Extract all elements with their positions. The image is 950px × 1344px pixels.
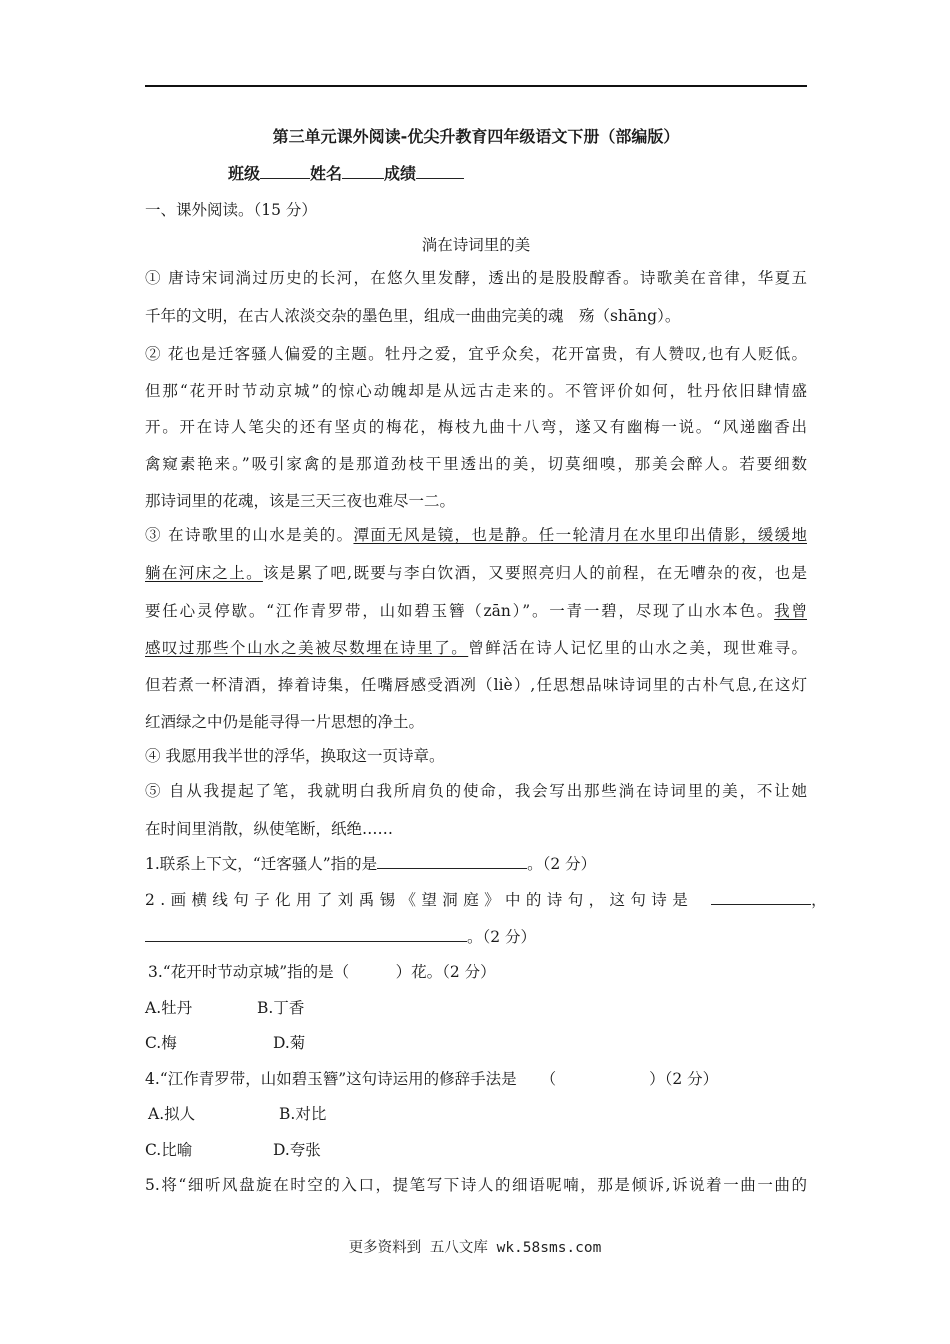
paragraph-number-2: ② xyxy=(145,345,162,363)
p3-line-4 xyxy=(145,636,807,660)
question-4-options-row-1 xyxy=(148,1102,810,1126)
question-2 xyxy=(145,888,827,912)
question-1-answer-blank[interactable] xyxy=(377,852,527,869)
p2-text-1: 花也是迁客骚人偏爱的主题。牡丹之爱，宜乎众矣，花开富贵，有人赞叹,也有人贬低。 xyxy=(167,345,807,363)
p3-underlined-3: 我曾 xyxy=(774,602,807,620)
p4-text-1: 我愿用我半世的浮华，换取这一页诗章。 xyxy=(165,747,445,765)
question-3-option-b[interactable]: B.丁香 xyxy=(257,999,305,1017)
name-label: 姓名 xyxy=(310,164,343,183)
p3-text-3: 要任心灵停歇。“江作青罗带，山如碧玉簪（zān）”。一青一碧，尽现了山水本色。 xyxy=(145,602,775,620)
question-4-option-a[interactable]: A.拟人 xyxy=(148,1105,196,1123)
p3-underlined-2: 躺在河床之上。 xyxy=(145,564,263,582)
footer-watermark: 更多资料到 五八文库 wk.58sms.com xyxy=(348,1240,602,1256)
p1-text-1: 唐诗宋词淌过历史的长河，在悠久里发酵，透出的是股股醇香。诗歌美在音律，华夏五 xyxy=(168,269,807,287)
p5-line-1 xyxy=(145,779,807,803)
paragraph-number-5: ⑤ xyxy=(145,782,163,800)
p3-text-4b: 曾鲜活在诗人记忆里的山水之美，现世难寻。 xyxy=(468,639,807,657)
question-2-answer-blank-1[interactable] xyxy=(711,888,811,905)
paragraph-number-3: ③ xyxy=(145,526,162,544)
question-4-options-row-2 xyxy=(145,1138,807,1162)
p1-line-2: 千年的文明，在古人浓淡交杂的墨色里，组成一曲曲完美的魂 殇（shāng）。 xyxy=(145,307,681,325)
question-1 xyxy=(145,852,807,876)
p2-line-1 xyxy=(145,342,807,366)
question-2-tail: 。（2 分） xyxy=(467,928,537,946)
question-1-text: 1.联系上下文，“迁客骚人”指的是 xyxy=(145,855,378,873)
question-4-option-d[interactable]: D.夸张 xyxy=(273,1141,321,1159)
score-blank[interactable] xyxy=(416,162,464,179)
p3-underlined-1: 潭面无风是镜，也是静。任一轮清月在水里印出倩影，缓缓地 xyxy=(353,526,807,544)
p2-line-5: 那诗词里的花魂，该是三天三夜也难尽一二。 xyxy=(145,492,456,510)
passage-title: 淌在诗词里的美 xyxy=(421,236,531,254)
question-3: 3.“花开时节动京城”指的是（ ）花。（2 分） xyxy=(148,963,496,981)
question-4-answer-paren[interactable]: （ ）（2 分） xyxy=(540,1070,719,1088)
p3-text-2b: 该是累了吧,既要与李白饮酒，又要照亮归人的前程，在无嘈杂的夜，也是 xyxy=(262,564,807,582)
p5-text-1: 自从我提起了笔，我就明白我所肩负的使命，我会写出那些淌在诗词里的美，不让她 xyxy=(169,782,807,800)
question-4 xyxy=(145,1067,807,1091)
question-3-options-row-2 xyxy=(145,1031,807,1055)
paragraph-number-1: ① xyxy=(145,269,162,287)
question-4-text: 4.“江作青罗带，山如碧玉簪”这句诗运用的修辞手法是 xyxy=(145,1070,517,1088)
p2-line-4: 禽窥素艳来。”吸引家禽的是那道劲枝干里透出的美，切莫细嗅，那美会醉人。若要细数 xyxy=(145,455,807,473)
question-3-option-a[interactable]: A.牡丹 xyxy=(145,999,193,1017)
p3-line-1 xyxy=(145,523,807,547)
student-info-row xyxy=(228,162,628,186)
paragraph-number-4: ④ xyxy=(145,747,161,765)
p3-line-2 xyxy=(145,561,807,585)
p3-underlined-4: 感叹过那些个山水之美被尽数埋在诗里了。 xyxy=(145,639,469,657)
p1-line-1 xyxy=(145,266,807,290)
p3-line-3 xyxy=(145,599,807,623)
question-4-option-c[interactable]: C.比喻 xyxy=(145,1141,193,1159)
class-blank[interactable] xyxy=(260,162,310,179)
question-2-text: 2.画横线句子化用了刘禹锡《望洞庭》中的诗句，这句诗是 xyxy=(145,891,694,909)
p5-line-2: 在时间里消散，纵使笔断，纸绝…… xyxy=(145,820,394,838)
name-blank[interactable] xyxy=(342,162,384,179)
p2-line-3: 开。开在诗人笔尖的还有坚贞的梅花，梅枝九曲十八弯，遂又有幽梅一说。“风递幽香出 xyxy=(145,418,807,436)
section-heading: 一、课外阅读。（15 分） xyxy=(145,201,317,219)
p3-text-1a: 在诗歌里的山水是美的。 xyxy=(168,526,354,544)
question-3-option-d[interactable]: D.菊 xyxy=(273,1034,306,1052)
p3-line-5: 但若煮一杯清酒，捧着诗集，任嘴唇感受酒冽（liè）,任思想品味诗词里的古朴气息,在这灯 xyxy=(145,676,807,694)
question-3-option-c[interactable]: C.梅 xyxy=(145,1034,177,1052)
p3-line-6: 红酒绿之中仍是能寻得一片思想的净土。 xyxy=(145,713,425,731)
p2-line-2: 但那“花开时节动京城”的惊心动魄却是从远古走来的。不管评价如何，牡丹依旧肆情盛 xyxy=(145,382,807,400)
class-label: 班级 xyxy=(228,164,261,183)
question-4-option-b[interactable]: B.对比 xyxy=(279,1105,327,1123)
score-label: 成绩 xyxy=(384,164,417,183)
question-2-comma: ， xyxy=(811,891,827,909)
top-rule xyxy=(145,85,807,87)
question-3-options-row-1 xyxy=(145,996,807,1020)
question-2-answer-blank-2[interactable] xyxy=(145,925,467,942)
question-1-tail: 。（2 分） xyxy=(527,855,597,873)
p4-line-1 xyxy=(145,744,807,768)
question-5: 5.将“细听风盘旋在时空的入口，提笔写下诗人的细语呢喃，那是倾诉,诉说着一曲一曲的 xyxy=(145,1176,807,1194)
page-title: 第三单元课外阅读-优尖升教育四年级语文下册（部编版） xyxy=(272,127,680,146)
question-2-line-2 xyxy=(145,925,807,949)
